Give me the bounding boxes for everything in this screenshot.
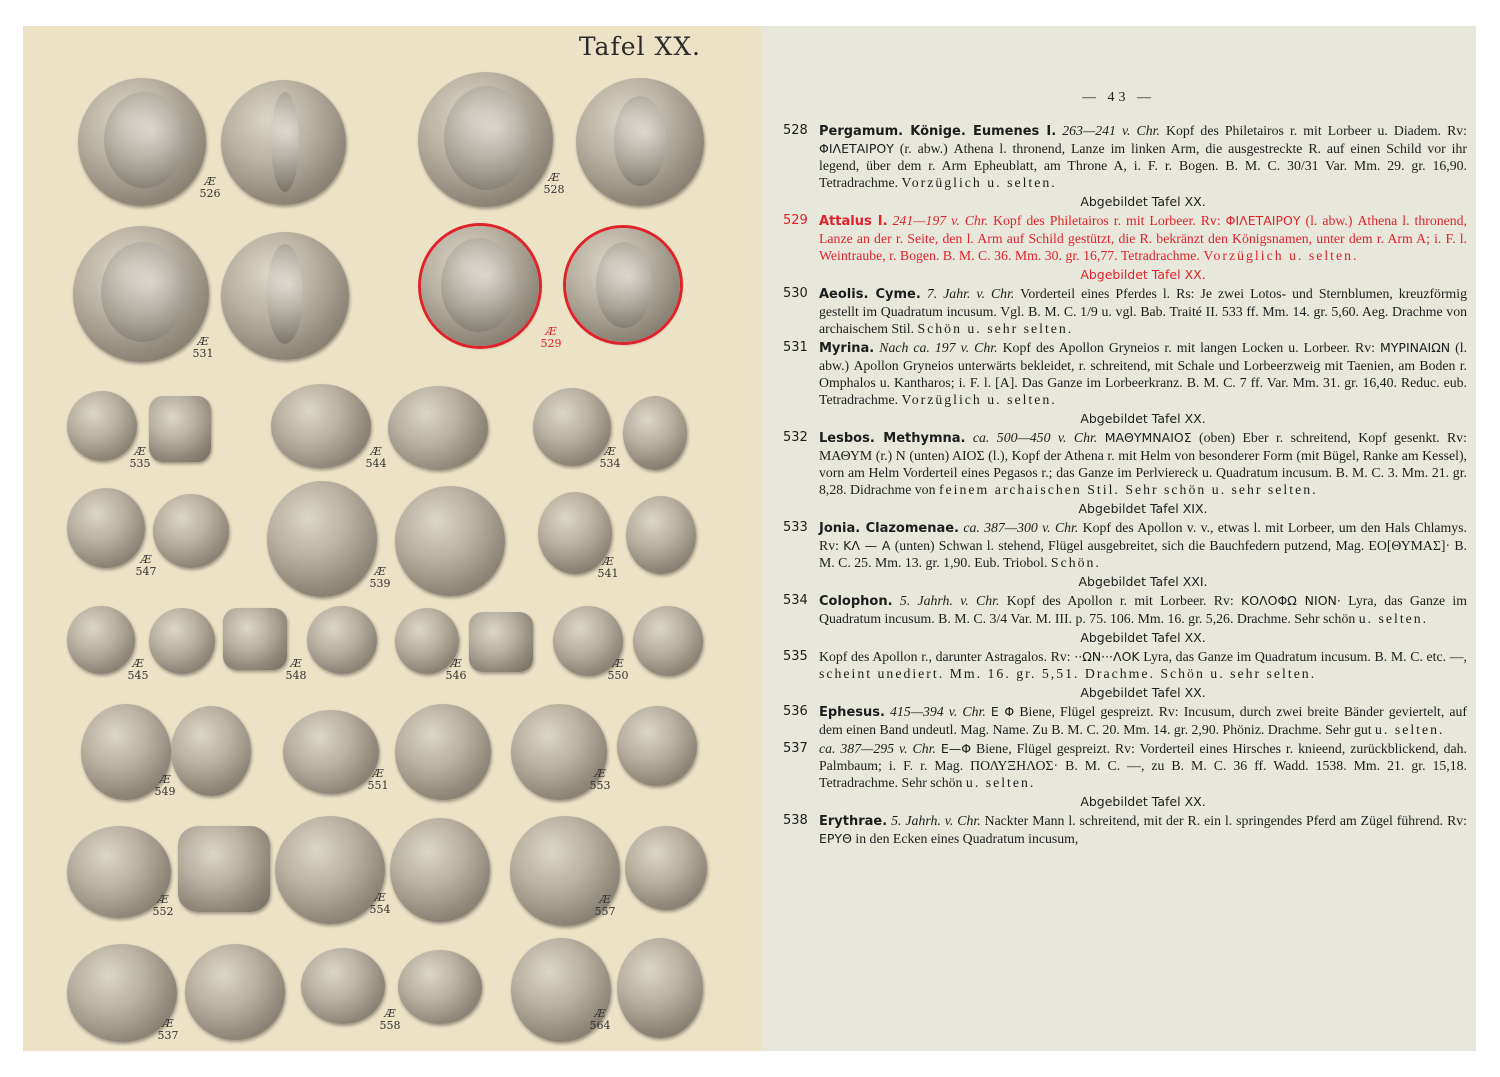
coin-539-reverse bbox=[395, 486, 505, 596]
entry-date: 415—394 v. Chr. bbox=[890, 704, 986, 719]
coin-label-551: Æ 551 bbox=[367, 767, 389, 792]
coin-label-554: Æ 554 bbox=[369, 891, 391, 916]
coin-label-537: Æ 537 bbox=[157, 1017, 179, 1042]
pictured-reference: Abgebildet Tafel XX. bbox=[1080, 630, 1206, 645]
entry-description-continued: Lyra, das Ganze im Quadratum incusum. B. M. C. 3/4 Var. M. III. p. 75. 106. Mm. 16. gr. 5,26. Drachme. Sehr schön bbox=[819, 593, 1467, 626]
coin-541-reverse bbox=[626, 496, 696, 574]
catalogue-entry-538 bbox=[779, 812, 1467, 847]
entry-inscription: ΚΟΛΟΦΩ ΝΙΟΝ· bbox=[1241, 593, 1341, 608]
page-number: — 43 — bbox=[1082, 90, 1155, 105]
entry-rating: Schön. bbox=[1050, 555, 1101, 570]
coin-label-539: Æ 539 bbox=[369, 565, 391, 590]
coin-label-531: Æ 531 bbox=[192, 335, 214, 360]
coin-544-reverse bbox=[388, 386, 488, 470]
coin-526-obverse bbox=[78, 78, 206, 206]
entry-description: Kopf des Philetairos r. mit Lorbeer. Rv: bbox=[988, 213, 1226, 228]
entry-inscription: ΦΙΛΕΤΑΙΡΟΥ bbox=[819, 141, 894, 156]
entry-title: Colophon. bbox=[819, 594, 893, 609]
entry-description-continued: (r. abw.) Athena l. thronend, Lanze im linken Arm, die ausgestreckte R. auf einen Schild vor ihr legend, über dem r. Arm Epheublatt, am Throne A, i. F. r. Bogen. B. M. C. 30/31 Var. Mm. 29. gr. 16,90. Tetradrachme. bbox=[819, 141, 1467, 190]
entry-description: Kopf des Philetairos r. mit Lorbeer u. Diadem. Rv: bbox=[1159, 123, 1467, 138]
entry-number: 528 bbox=[783, 123, 808, 138]
entry-title: Pergamum. Könige. Eumenes I. bbox=[819, 124, 1057, 139]
coin-549-reverse bbox=[171, 706, 251, 796]
entry-date: ca. 387—300 v. Chr. bbox=[963, 520, 1079, 535]
coin-546-reverse bbox=[469, 612, 533, 672]
entry-description: Vorderteil eines Pferdes l. Rs: Je zwei Lotos- und Sternblumen, kreuzförmig gestellt im Quadratum incusum. Vgl. B. M. C. 1/9 u. vgl. Bab. Traité II. 533 ff. Mm. 14. gr. 5,60. Aeg. Drachme von archaischem Stil. bbox=[819, 286, 1467, 336]
metal-symbol: Æ bbox=[204, 175, 216, 188]
entry-date: 7. Jahr. v. Chr. bbox=[926, 286, 1015, 301]
entry-date: 263—241 v. Chr. bbox=[1062, 123, 1160, 138]
coin-550-reverse bbox=[633, 606, 703, 676]
entry-description: Kopf des Apollon r. mit Lorbeer. Rv: bbox=[999, 593, 1242, 608]
entry-rating: Vorzüglich u. selten. bbox=[901, 175, 1057, 190]
entry-description: Kopf des Apollon r., darunter Astragalos. Rv: bbox=[819, 649, 1075, 664]
coin-551-reverse bbox=[395, 704, 491, 800]
coin-526-reverse bbox=[221, 80, 346, 205]
entry-title: Lesbos. Methymna. bbox=[819, 431, 966, 446]
pictured-reference: Abgebildet Tafel XX. bbox=[1080, 194, 1206, 209]
coin-label-546: Æ 546 bbox=[445, 657, 467, 682]
coin-label-529: Æ 529 bbox=[540, 325, 562, 350]
entry-title: Erythrae. bbox=[819, 814, 888, 829]
catalogue-entry-537 bbox=[779, 740, 1467, 791]
entry-number: 534 bbox=[783, 593, 808, 608]
entry-number: 538 bbox=[783, 813, 808, 828]
coin-label-558: Æ 558 bbox=[379, 1007, 401, 1032]
entry-rating: Vorzüglich u. selten. bbox=[901, 392, 1057, 407]
catalogue-entry-531 bbox=[779, 339, 1467, 408]
plate-title: Tafel XX. bbox=[578, 32, 701, 61]
entry-inscription: ΜΑΘΥΜΝΑΙΟΣ bbox=[1104, 430, 1192, 445]
entry-inscription: ΜΥΡΙΝΑΙΩΝ bbox=[1379, 340, 1451, 355]
catalogue-entry-528 bbox=[779, 122, 1467, 191]
coin-label-541: Æ 541 bbox=[597, 555, 619, 580]
entry-date: ca. 500—450 v. Chr. bbox=[972, 430, 1098, 445]
entry-description-continued: Biene, Flügel gespreizt. Rv: Incusum, durch zwei breite Bänder geviertelt, auf dem einen Band undeutl. Mag. Name. Zu B. M. C. 20. Mm. 14. gr. 2,90. Phöniz. Drachme. Sehr gut bbox=[819, 704, 1468, 737]
coin-531-reverse bbox=[221, 232, 349, 360]
entry-inscription: ΦΙΛΕΤΑΙΡΟΥ bbox=[1225, 213, 1301, 228]
catalogue-entry-535 bbox=[779, 648, 1467, 682]
pictured-reference: Abgebildet Tafel XX. bbox=[1080, 794, 1206, 809]
coin-label-557: Æ 557 bbox=[594, 893, 616, 918]
entry-rating: u. selten. bbox=[1358, 611, 1429, 626]
catalogue-entry-534 bbox=[779, 592, 1467, 627]
coin-528-obverse bbox=[418, 72, 553, 207]
coin-564-reverse bbox=[617, 938, 703, 1038]
entry-number: 537 bbox=[783, 741, 808, 756]
pictured-reference: Abgebildet Tafel XXI. bbox=[1078, 574, 1208, 589]
entry-title: Myrina. bbox=[819, 341, 875, 356]
entry-description-continued: (l. abw.) Athena l. thronend, Lanze an der r. Seite, den l. Arm auf Schild gestützt, die R. bekränzt den Königsnamen, unter dem r. Arm A; i. F. l. Weintraube, r. Bogen. B. M. C. 36. Mm. 30. gr. 16,77. Tetradrachme. bbox=[819, 213, 1468, 263]
coin-label-564: Æ 564 bbox=[589, 1007, 611, 1032]
entry-description-continued: Lyra, das Ganze im Quadratum incusum. B. M. C. etc. —, bbox=[1139, 649, 1467, 664]
entry-inscription: Ε Φ bbox=[990, 704, 1015, 719]
entry-number: 529 bbox=[783, 213, 808, 228]
coin-529-reverse-highlighted bbox=[566, 228, 680, 342]
catalogue-text-page bbox=[761, 26, 1476, 1051]
entry-rating: Vorzüglich u. selten. bbox=[1203, 248, 1359, 263]
coin-539-obverse bbox=[267, 481, 377, 597]
entry-number: 536 bbox=[783, 704, 808, 719]
coin-529-obverse-highlighted bbox=[421, 226, 539, 346]
coin-label-526: Æ 526 bbox=[195, 176, 225, 200]
entry-description bbox=[1097, 430, 1104, 445]
entry-date: 5. Jahrh. v. Chr. bbox=[899, 593, 1000, 608]
coin-558-obverse bbox=[301, 948, 385, 1024]
entry-inscription: ··ΩΝ···ΛΟΚ bbox=[1074, 649, 1140, 664]
pictured-reference: Abgebildet Tafel XX. bbox=[1080, 685, 1206, 700]
entry-description-continued: (unten) Schwan l. stehend, Flügel ausgebreitet, sich die Bauchfedern putzend, Mag. ΕΟ[ΘΥΜΑΣ]· B. M. C. 25. Mm. 13. gr. 1,90. Eub. Triobol. bbox=[819, 538, 1467, 570]
coin-label-553: Æ 553 bbox=[589, 767, 611, 792]
entry-inscription: ΚΛ — Α bbox=[843, 538, 891, 553]
coin-528-reverse bbox=[576, 78, 704, 206]
coin-554-reverse bbox=[390, 818, 490, 922]
entry-description: Kopf des Apollon v. v., etwas l. mit Lorbeer, um den Hals Chlamys. Rv: bbox=[819, 520, 1467, 553]
coin-548-obverse bbox=[223, 608, 287, 670]
catalogue-entries bbox=[779, 122, 1467, 849]
coin-548-reverse bbox=[307, 606, 377, 674]
coin-label-550: Æ 550 bbox=[607, 657, 629, 682]
catalogue-entry-533 bbox=[779, 519, 1467, 571]
coin-535-reverse bbox=[149, 396, 211, 462]
entry-date: Nach ca. 197 v. Chr. bbox=[879, 340, 998, 355]
coin-label-547: Æ 547 bbox=[135, 553, 157, 578]
entry-title: Attalus I. bbox=[819, 214, 888, 229]
entry-title: Ephesus. bbox=[819, 705, 885, 720]
entry-rating: feinem archaischen Stil. Sehr schön u. sehr selten. bbox=[938, 482, 1318, 497]
catalogue-entry-530 bbox=[779, 285, 1467, 337]
catalogue-entry-529 bbox=[779, 212, 1467, 264]
coin-label-535: Æ 535 bbox=[129, 445, 151, 470]
pictured-reference: Abgebildet Tafel XX. bbox=[1080, 411, 1206, 426]
entry-rating: scheint unediert. Mm. 16. gr. 5,51. Drachme. Schön u. sehr selten. bbox=[819, 666, 1317, 681]
entry-inscription: ΕΡΥΘ bbox=[819, 831, 852, 846]
entry-description: Nackter Mann l. schreitend, mit der R. ein l. springendes Pferd am Zügel führend. Rv: bbox=[980, 813, 1468, 828]
entry-title: Jonia. Clazomenae. bbox=[819, 521, 959, 536]
entry-description: Kopf des Apollon Gryneios r. mit langen Locken u. Lorbeer. Rv: bbox=[997, 340, 1380, 355]
entry-description-continued: (l. abw.) Apollon Gryneios unterwärts bekleidet, r. schreitend, mit Schale und Lorbeerzweig mit Taenien, am Boden r. Omphalos u. Kantharos; i. F. l. [A]. Das Ganze im Lorbeerkranz. B. M. C. 7 ff. Var. Mm. 31. gr. 16,40. Reduc. eub. Tetradrachme. bbox=[819, 340, 1468, 407]
pictured-reference: Abgebildet Tafel XIX. bbox=[1078, 501, 1208, 516]
entry-description-continued: (oben) Eber r. schreitend, Kopf gesenkt. Rv: ΜΑΘΥΜ (r.) Ν (unten) ΑΙΟΣ (l.), Kopf der Athena r. mit Helm von besonderer Form (mit Bügel, Ranke am Kessel), vorn am Helm Vorderteil eines Pegasos r.; das Ganze im Perlviereck u. Quadratum incusum. B. M. C. 3. Mm. 21. gr. 8,28. Didrachme von bbox=[819, 430, 1467, 497]
entry-rating: u. selten. bbox=[965, 775, 1036, 790]
coin-label-549: Æ 549 bbox=[154, 773, 176, 798]
entry-number: 531 bbox=[783, 340, 808, 355]
entry-number: 533 bbox=[783, 520, 808, 535]
pictured-reference: Abgebildet Tafel XX. bbox=[1080, 267, 1206, 282]
entry-number: 530 bbox=[783, 286, 808, 301]
entry-number: 535 bbox=[783, 649, 808, 664]
coin-557-reverse bbox=[625, 826, 707, 910]
coin-label-548: Æ 548 bbox=[285, 657, 307, 682]
entry-title: Aeolis. Cyme. bbox=[819, 287, 921, 302]
coin-545-reverse bbox=[149, 608, 215, 674]
entry-number: 532 bbox=[783, 430, 808, 445]
coin-label-528: Æ 528 bbox=[543, 171, 565, 196]
coin-label-545: Æ 545 bbox=[127, 657, 149, 682]
entry-inscription: Ε—Φ bbox=[940, 741, 972, 756]
coin-label-534: Æ 534 bbox=[599, 445, 621, 470]
coin-537-reverse bbox=[185, 944, 285, 1040]
entry-rating: Schön u. sehr selten. bbox=[917, 321, 1074, 336]
coin-544-obverse bbox=[271, 384, 371, 468]
entry-date: ca. 387—295 v. Chr. bbox=[819, 741, 936, 756]
coin-label-552: Æ 552 bbox=[152, 893, 174, 918]
coin-plate-page bbox=[23, 26, 761, 1051]
entry-rating: u. selten. bbox=[1375, 722, 1445, 737]
coin-534-reverse bbox=[623, 396, 687, 470]
entry-date: 5. Jahrh. v. Chr. bbox=[891, 813, 981, 828]
coin-553-reverse bbox=[617, 706, 697, 786]
coin-558-reverse bbox=[398, 950, 482, 1024]
coin-label-544: Æ 544 bbox=[365, 445, 387, 470]
coin-547-reverse bbox=[153, 494, 229, 568]
entry-description-continued: Biene, Flügel gespreizt. Rv: Vorderteil eines Hirsches r. knieend, zurückblickend, dah. Palmbaum; i. F. r. Mag. ΠΟΛΥΞΗΛΟΣ· B. M. C. —, zu B. M. C. 36 ff. Wadd. 1538. Mm. 21. gr. 15,18. Tetradrachme. Sehr schön bbox=[819, 741, 1468, 790]
entry-description-continued: in den Ecken eines Quadratum incusum, bbox=[851, 831, 1079, 846]
catalogue-entry-532 bbox=[779, 429, 1467, 498]
catalogue-entry-536 bbox=[779, 703, 1467, 738]
coin-552-reverse bbox=[178, 826, 270, 912]
entry-date: 241—197 v. Chr. bbox=[892, 213, 989, 228]
